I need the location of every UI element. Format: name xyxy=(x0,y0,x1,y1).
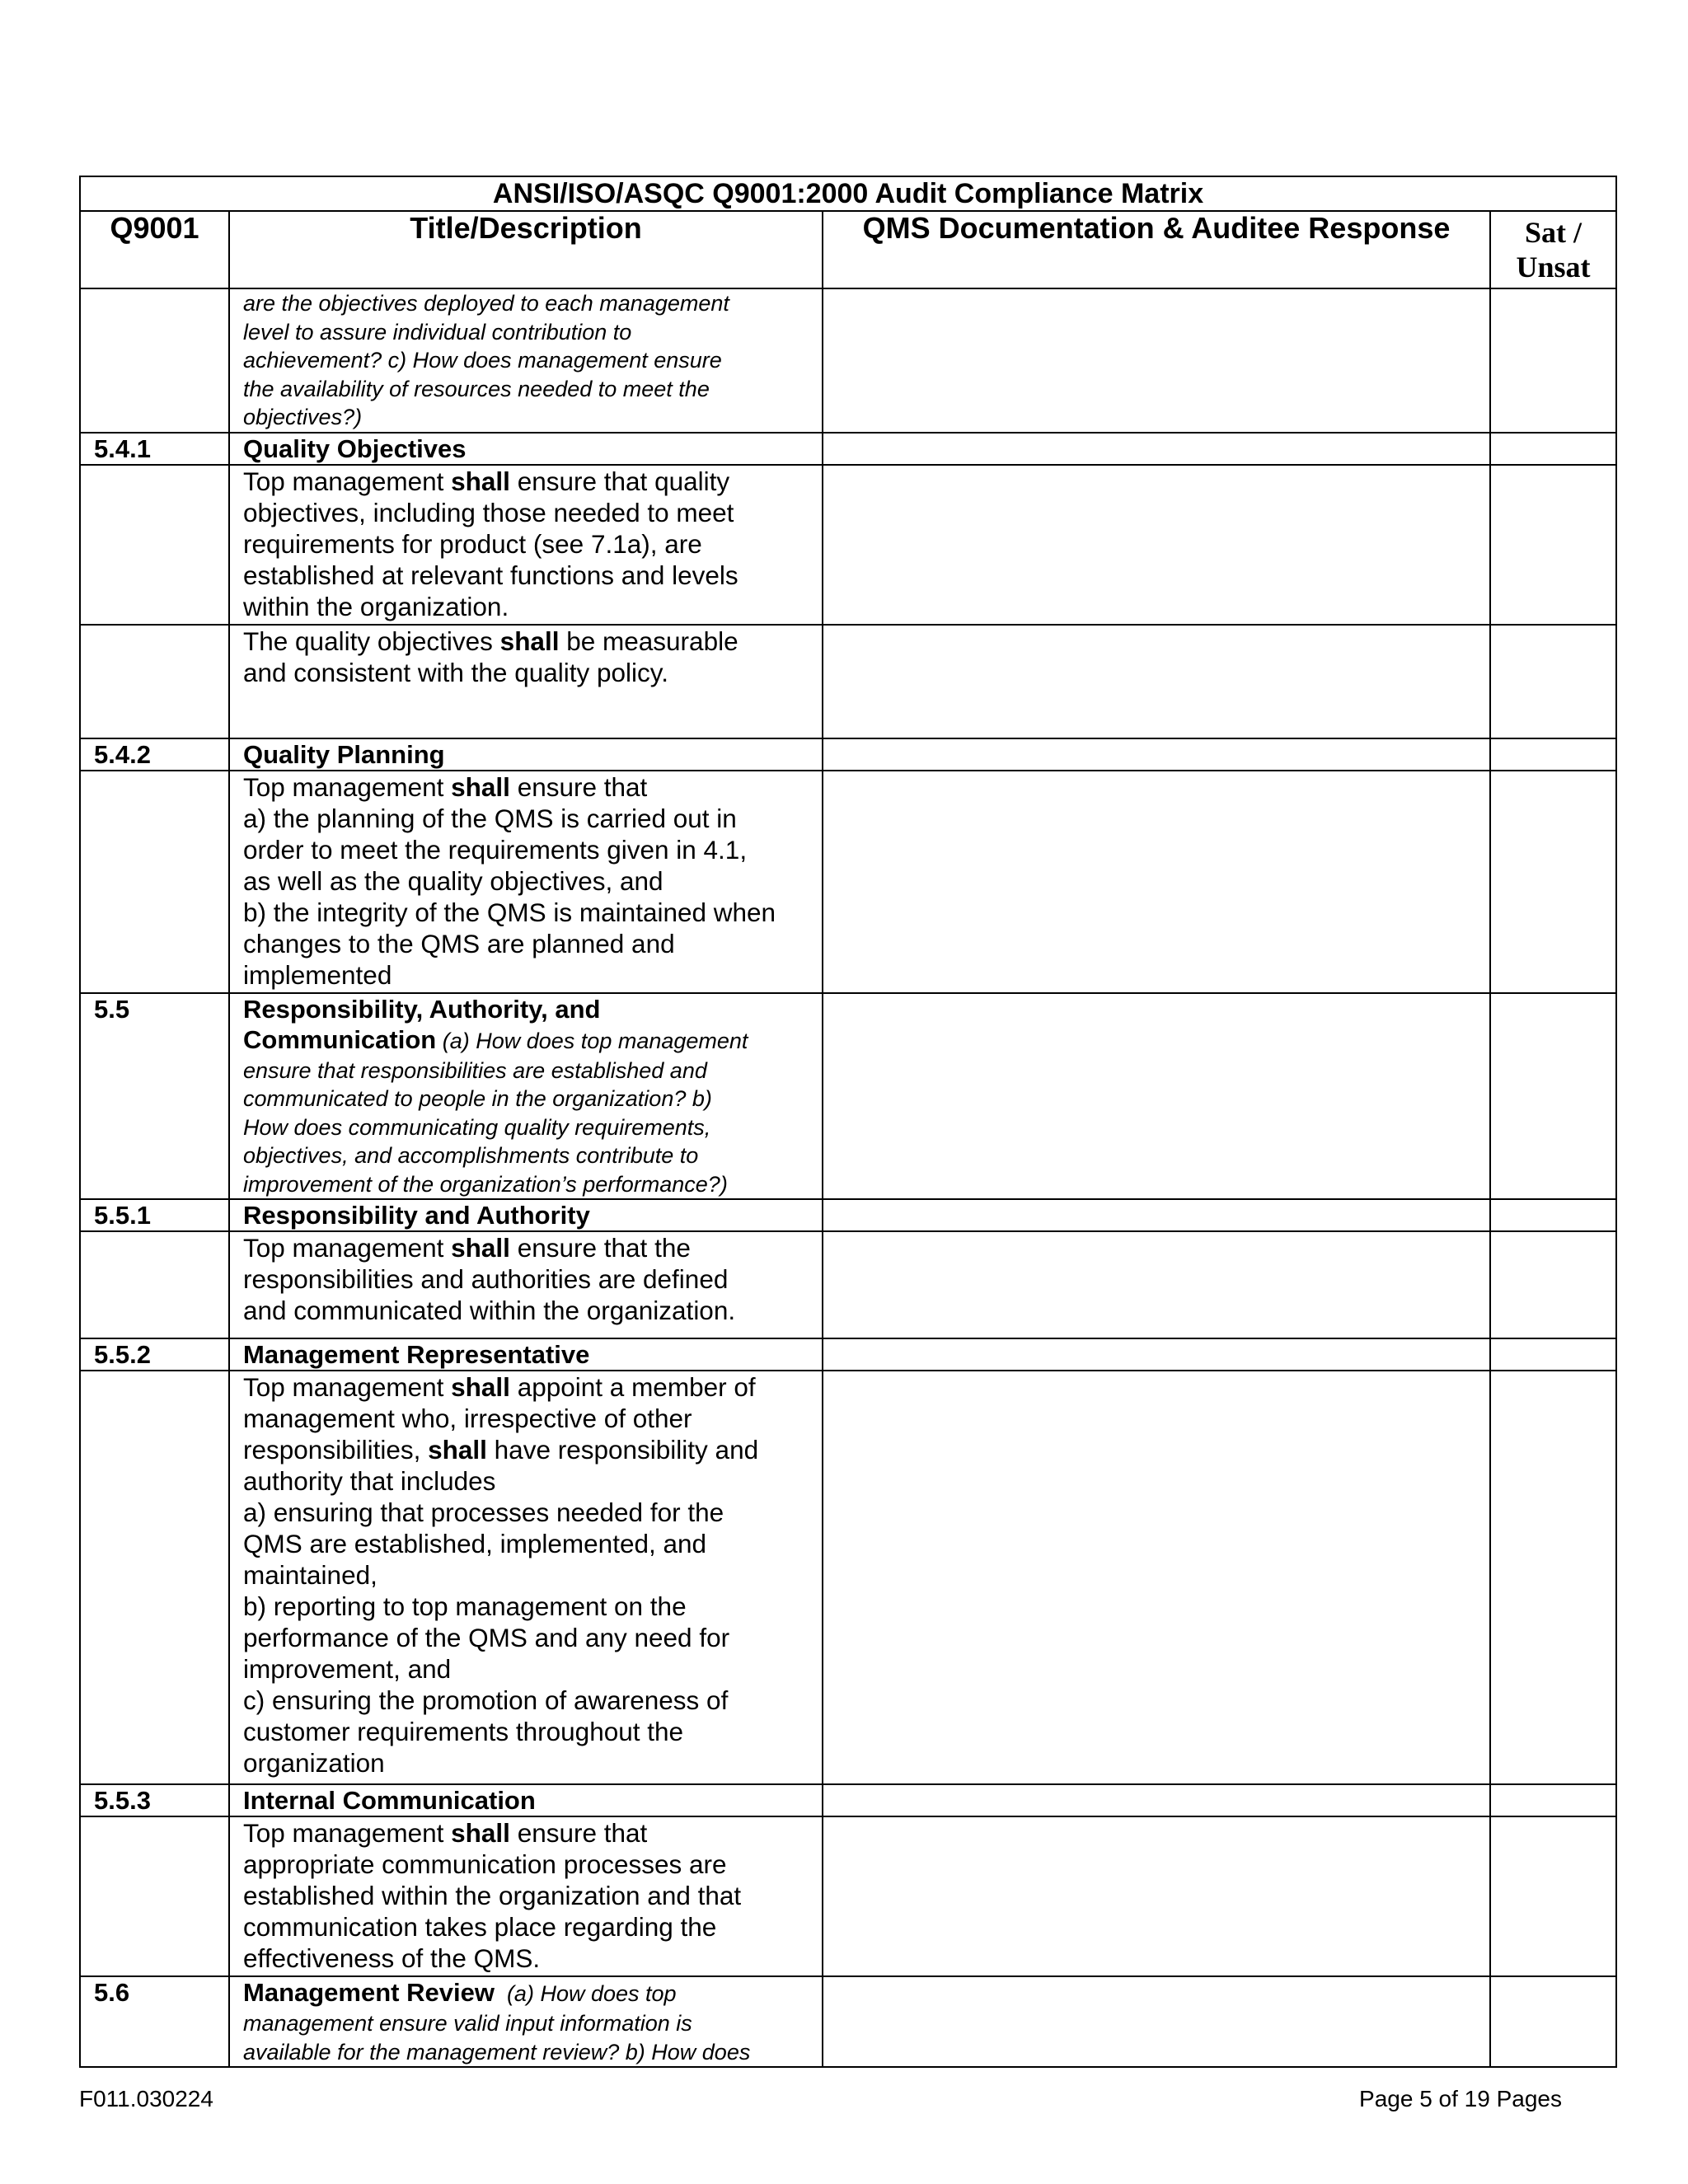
sat-unsat-cell[interactable] xyxy=(1490,1976,1616,2067)
clause-number: 5.5.1 xyxy=(80,1199,229,1231)
clause-cell xyxy=(80,1816,229,1976)
response-cell[interactable] xyxy=(823,771,1490,993)
clause-number: 5.5.3 xyxy=(80,1784,229,1816)
sat-unsat-cell[interactable] xyxy=(1490,1784,1616,1816)
sat-unsat-cell[interactable] xyxy=(1490,1338,1616,1371)
response-cell[interactable] xyxy=(823,1784,1490,1816)
response-cell[interactable] xyxy=(823,738,1490,771)
clause-cell xyxy=(80,1371,229,1784)
description-cell: Responsibility, Authority, and Communication (a) How does top management ensure that responsibilities are established and communicated to people in the organization? b) How does communicating quality requirements, objectives, and accomplishments contribute to improvement of the organization’s performance?) xyxy=(229,993,823,1200)
sat-unsat-cell[interactable] xyxy=(1490,1371,1616,1784)
section-title: Quality Planning xyxy=(229,738,823,771)
section-title: Internal Communication xyxy=(229,1784,823,1816)
sat-unsat-cell[interactable] xyxy=(1490,288,1616,433)
response-cell[interactable] xyxy=(823,1816,1490,1976)
section-title: Quality Objectives xyxy=(229,433,823,465)
clause-number: 5.6 xyxy=(80,1976,229,2067)
section-title: Communication xyxy=(243,1024,437,1054)
sat-unsat-cell[interactable] xyxy=(1490,771,1616,993)
table-title-row xyxy=(80,176,1616,211)
description-cell: Top management shall ensure that appropriate communication processes are established within the organization and that communication takes place regarding the effectiveness of the QMS. xyxy=(229,1816,823,1976)
page-number: Page 5 of 19 Pages xyxy=(1359,2086,1562,2111)
clause-cell xyxy=(80,771,229,993)
table-row xyxy=(80,1231,1616,1338)
response-cell[interactable] xyxy=(823,1976,1490,2067)
clause-number: 5.5.2 xyxy=(80,1338,229,1371)
description-cell: Management Review (a) How does top management ensure valid input information is available for the management review? b) How does xyxy=(229,1976,823,2067)
sat-unsat-cell[interactable] xyxy=(1490,433,1616,465)
response-cell[interactable] xyxy=(823,625,1490,738)
sat-unsat-cell[interactable] xyxy=(1490,993,1616,1200)
sat-unsat-cell[interactable] xyxy=(1490,1816,1616,1976)
description-cell: Top management shall ensure that quality objectives, including those needed to meet requirements for product (see 7.1a), are established at relevant functions and levels within the organization. xyxy=(229,465,823,625)
table-row xyxy=(80,465,1616,625)
audit-compliance-matrix xyxy=(79,176,1617,2068)
table-row xyxy=(80,625,1616,738)
clause-number: 5.4.2 xyxy=(80,738,229,771)
response-cell[interactable] xyxy=(823,993,1490,1200)
description-cell: are the objectives deployed to each management level to assure individual contribution to achievement? c) How does management ensure the availability of resources needed to meet the objectives?) xyxy=(229,288,823,433)
sat-unsat-cell[interactable] xyxy=(1490,738,1616,771)
table-title: ANSI/ISO/ASQC Q9001:2000 Audit Compliance Matrix xyxy=(80,176,1616,211)
header-title-description: Title/Description xyxy=(229,211,823,288)
description-cell: The quality objectives shall be measurable and consistent with the quality policy. xyxy=(229,625,823,738)
header-row xyxy=(80,211,1616,288)
description-cell: Top management shall appoint a member of management who, irrespective of other responsibilities, shall have responsibility and authority that includes a) ensuring that processes needed for the QMS are established, implemented, and maintained, b) reporting to top management on the performance of the QMS and any need for improvement, and c) ensuring the promotion of awareness of customer requirements throughout the organization xyxy=(229,1371,823,1784)
table-row xyxy=(80,771,1616,993)
sat-unsat-cell[interactable] xyxy=(1490,465,1616,625)
clause-cell xyxy=(80,465,229,625)
table-row xyxy=(80,993,1616,1200)
response-cell[interactable] xyxy=(823,1199,1490,1231)
response-cell[interactable] xyxy=(823,433,1490,465)
table-row xyxy=(80,1976,1616,2067)
table-row xyxy=(80,1816,1616,1976)
table-row xyxy=(80,433,1616,465)
table-row xyxy=(80,1199,1616,1231)
response-cell[interactable] xyxy=(823,465,1490,625)
table-row xyxy=(80,288,1616,433)
section-title: Responsibility and Authority xyxy=(229,1199,823,1231)
response-cell[interactable] xyxy=(823,1231,1490,1338)
table-row xyxy=(80,1338,1616,1371)
sat-unsat-cell[interactable] xyxy=(1490,625,1616,738)
clause-number: 5.5 xyxy=(80,993,229,1200)
sat-unsat-cell[interactable] xyxy=(1490,1231,1616,1338)
description-cell: Top management shall ensure that the responsibilities and authorities are defined and communicated within the organization. xyxy=(229,1231,823,1338)
description-cell: Top management shall ensure that a) the planning of the QMS is carried out in order to meet the requirements given in 4.1, as well as the quality objectives, and b) the integrity of the QMS is maintained when changes to the QMS are planned and implemented xyxy=(229,771,823,993)
clause-cell xyxy=(80,625,229,738)
section-title: Responsibility, Authority, and xyxy=(243,994,601,1024)
table-row xyxy=(80,738,1616,771)
section-title: Management Representative xyxy=(229,1338,823,1371)
form-number: F011.030224 xyxy=(79,2086,213,2111)
response-cell[interactable] xyxy=(823,1338,1490,1371)
clause-cell xyxy=(80,1231,229,1338)
section-title: Management Review xyxy=(243,1978,495,2007)
response-cell[interactable] xyxy=(823,1371,1490,1784)
header-q9001: Q9001 xyxy=(80,211,229,288)
clause-cell xyxy=(80,288,229,433)
clause-number: 5.4.1 xyxy=(80,433,229,465)
response-cell[interactable] xyxy=(823,288,1490,433)
header-sat-unsat: Sat / Unsat xyxy=(1490,211,1616,288)
sat-unsat-cell[interactable] xyxy=(1490,1199,1616,1231)
table-row xyxy=(80,1371,1616,1784)
table-row xyxy=(80,1784,1616,1816)
header-qms-response: QMS Documentation & Auditee Response xyxy=(823,211,1490,288)
